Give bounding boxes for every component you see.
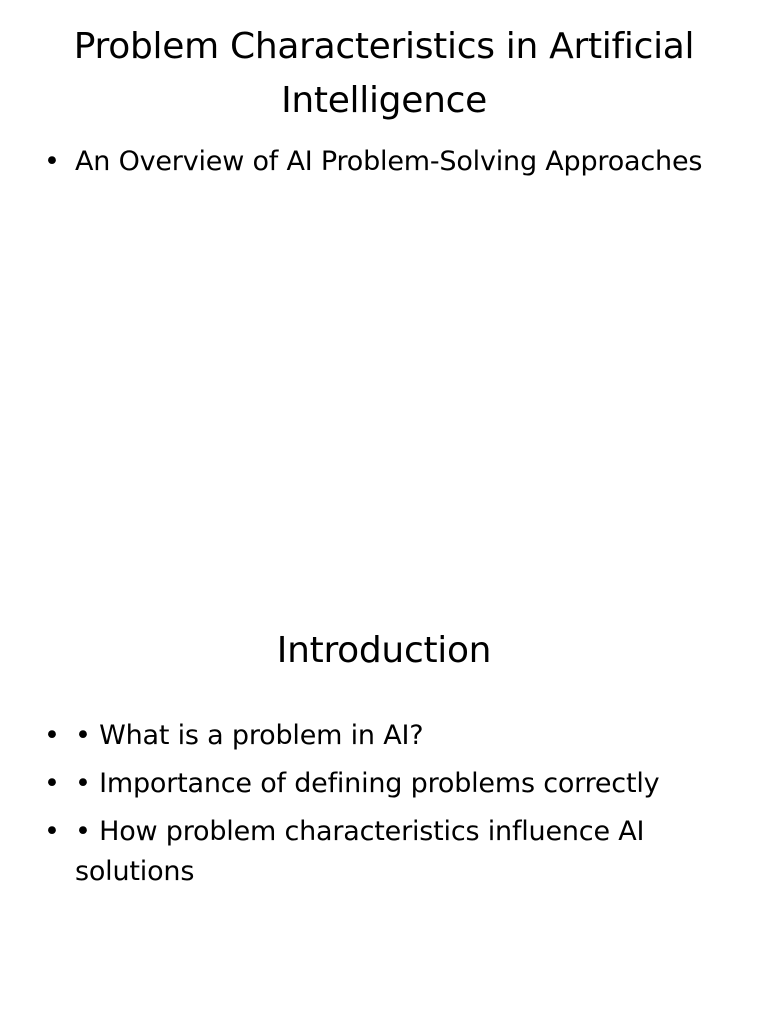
- bullet-text: • What is a problem in AI?: [75, 720, 424, 751]
- bullet-icon: •: [44, 146, 60, 177]
- bullet-text: An Overview of AI Problem-Solving Approaches: [75, 146, 703, 177]
- bullet-icon: •: [44, 720, 60, 751]
- list-item: [44, 716, 734, 756]
- bullet-text: • How problem characteristics influence AI solutions: [75, 816, 645, 887]
- bullet-icon: •: [44, 768, 60, 799]
- slide-title: Problem Characteristics in Artificial Intelligence: [73, 26, 695, 121]
- bullet-icon: •: [44, 816, 60, 847]
- list-item: [44, 764, 734, 804]
- slide-title: Introduction: [276, 630, 492, 671]
- list-item: [44, 812, 734, 892]
- bullet-text: • Importance of defining problems correctly: [75, 768, 660, 799]
- list-item: [44, 141, 734, 183]
- bullet-list: [44, 141, 734, 191]
- bullet-list: [44, 716, 734, 900]
- slide-introduction: [0, 512, 768, 1024]
